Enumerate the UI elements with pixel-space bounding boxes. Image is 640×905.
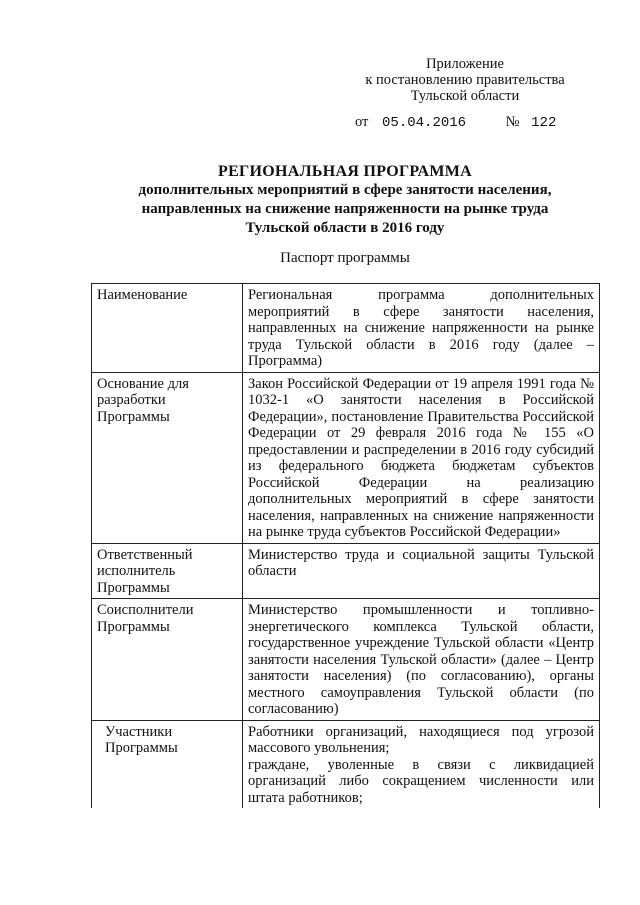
table-row: [92, 372, 600, 543]
row-value: Региональная программа дополнительных мероприятий в сфере занятости населения, направленных на снижение напряженности на рынке труда Тульской области в 2016 году (далее – Программа): [243, 284, 600, 373]
number-sign: №: [505, 114, 520, 130]
document-title: [95, 162, 595, 238]
table-row: [92, 284, 600, 373]
appendix-line-1: Приложение: [426, 56, 504, 72]
row-value: Министерство промышленности и топливно-энергетического комплекса Тульской области, государственное учреждение Тульской области «Центр занятости населения Тульской области» (далее – Центр занятости населения) (по согласованию), органы местного самоуправления Тульской области (по согласованию): [243, 599, 600, 721]
row-value: Министерство труда и социальной защиты Тульской области: [243, 543, 600, 599]
table-row: [92, 599, 600, 721]
row-label-text: Участники Программы: [105, 723, 178, 756]
row-label: Наименование: [92, 284, 243, 373]
row-value-paragraph: Работники организаций, находящиеся под угрозой массового увольнения;: [248, 723, 594, 756]
appendix-header: [350, 56, 580, 104]
row-label: Ответственный исполнитель Программы: [92, 543, 243, 599]
resolution-number: 122: [531, 115, 557, 131]
row-value-paragraph: граждане, уволенные в связи с ликвидацией организаций либо сокращением численности или штата работников;: [248, 756, 594, 806]
title-main: РЕГИОНАЛЬНАЯ ПРОГРАММА: [218, 163, 472, 180]
resolution-date-number: [355, 114, 585, 131]
title-line-2: дополнительных мероприятий в сфере занятости населения,: [138, 182, 552, 198]
row-label: Основание для разработки Программы: [92, 372, 243, 543]
table-row: [92, 720, 600, 808]
from-label: от: [355, 114, 369, 130]
passport-subtitle: Паспорт программы: [280, 250, 410, 266]
appendix-line-3: Тульской области: [410, 88, 520, 104]
passport-table: [91, 283, 600, 808]
row-label: [92, 720, 243, 808]
row-label: Соисполнители Программы: [92, 599, 243, 721]
row-value: Закон Российской Федерации от 19 апреля 1991 года № 1032-1 «О занятости населения в Российской Федерации», постановление Правительства Российской Федерации от 29 февраля 2016 года № 155 «О предоставлении и распределении в 2016 году субсидий из федерального бюджета бюджетам субъектов Российской Федерации на реализацию дополнительных мероприятий в сфере занятости населения, направленных на снижение напряженности на рынке труда субъектов Российской Федерации»: [243, 372, 600, 543]
table-row: [92, 543, 600, 599]
title-line-3: направленных на снижение напряженности на рынке труда: [141, 201, 549, 217]
row-value: [243, 720, 600, 808]
resolution-date: 05.04.2016: [382, 115, 467, 131]
title-line-4: Тульской области в 2016 году: [245, 220, 445, 236]
appendix-line-2: к постановлению правительства: [365, 72, 565, 88]
